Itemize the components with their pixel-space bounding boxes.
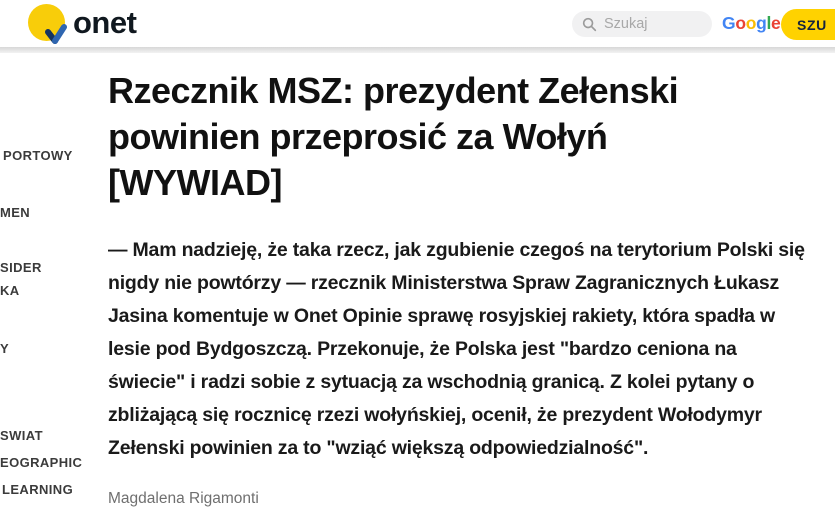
sidebar-item[interactable]: KA — [0, 283, 20, 298]
google-letter: g — [756, 13, 767, 33]
search-input[interactable] — [572, 11, 712, 37]
article-lead: — Mam nadzieję, że taka rzecz, jak zgubienie czegoś na terytorium Polski się nigdy nie powtórzy — rzecznik Ministerstwa Spraw Zagranicznych Łukasz Jasina komentuje w Onet Opinie sprawę rosyjskiej rakiety, która spadła w lesie pod Bydgoszczą. Przekonuje, że Polska jest "bardzo ceniona na świecie" i radzi sobie z sytuacją za wschodnią granicą. Z kolei pytany o zbliżającą się rocznicę rzezi wołyńskiej, ocenił, że prezydent Wołodymyr Zełenski powinien za to "wziąć większą odpowiedzialność". — [108, 239, 805, 459]
onet-logo-circle-icon — [28, 4, 65, 41]
sidebar-item[interactable]: LEARNING — [2, 482, 74, 497]
onet-logo[interactable] — [28, 4, 136, 41]
article — [108, 68, 808, 465]
google-letter: o — [735, 13, 746, 33]
search-icon — [582, 17, 597, 32]
google-letter: G — [722, 13, 736, 33]
google-logo — [722, 13, 780, 34]
sidebar-item[interactable]: Y — [0, 341, 10, 356]
search-submit-button[interactable]: SZU — [781, 9, 835, 40]
google-letter: o — [745, 13, 757, 33]
google-letter: l — [766, 13, 772, 33]
search-placeholder: Szukaj — [604, 16, 648, 32]
header-divider — [0, 47, 835, 53]
article-title: Rzecznik MSZ: prezydent Zełenski powinien przeprosić za Wołyń [WYWIAD] — [108, 70, 679, 203]
sidebar-item[interactable]: PORTOWY — [3, 148, 73, 163]
sidebar-item[interactable]: SIDER — [0, 260, 42, 275]
top-bar — [0, 0, 835, 47]
onet-logo-text: onet — [73, 4, 137, 40]
sidebar-item[interactable]: SWIAT — [0, 428, 43, 443]
sidebar-item[interactable]: MEN — [0, 205, 31, 220]
sidebar-item[interactable]: EOGRAPHIC — [0, 455, 83, 470]
article-author[interactable]: Magdalena Rigamonti — [108, 490, 259, 507]
google-letter: e — [771, 13, 781, 33]
onet-check-icon — [45, 24, 67, 44]
